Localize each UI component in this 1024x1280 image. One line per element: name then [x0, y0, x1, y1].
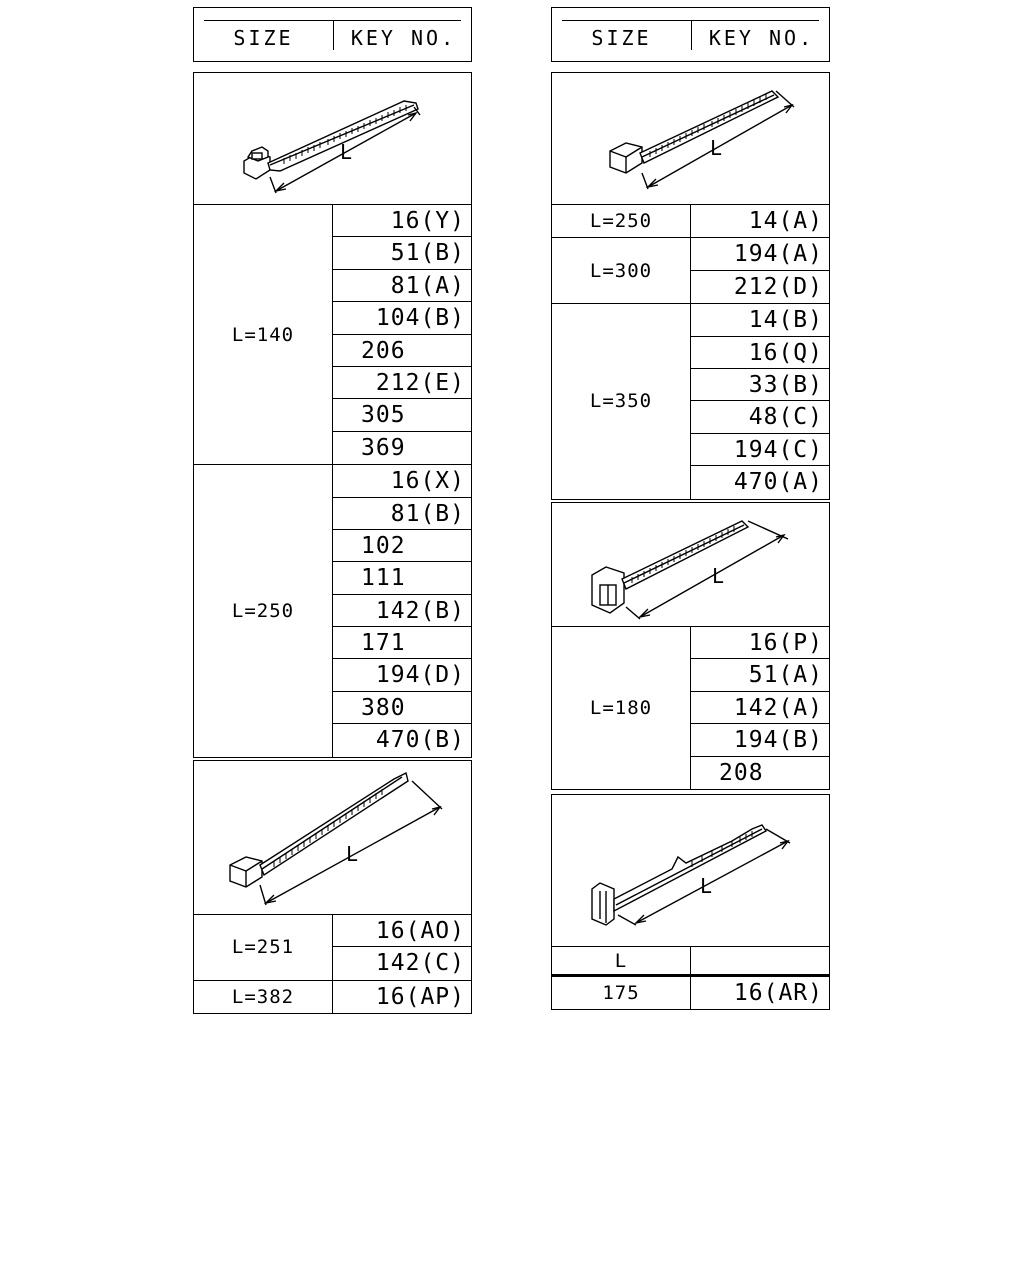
cable-tie-illustration-5	[552, 795, 829, 947]
size-header: SIZE	[591, 26, 652, 50]
key-number: 16(AP)	[375, 983, 465, 1010]
key-number: 212(E)	[333, 367, 471, 399]
key-number: 171	[333, 627, 471, 659]
key-number: 102	[333, 530, 471, 562]
size-value: L=250	[194, 465, 333, 757]
key-number: 305	[333, 399, 471, 431]
size-group	[552, 205, 829, 238]
right-column	[551, 7, 830, 1006]
cable-tie-block-3	[551, 72, 830, 500]
size-group	[194, 915, 471, 981]
size-group	[552, 304, 829, 498]
cable-tie-illustration-3	[552, 73, 829, 205]
svg-text:L: L	[340, 140, 353, 164]
size-group	[552, 238, 829, 304]
size-value: L=250	[552, 205, 691, 237]
key-number: 16(Q)	[691, 337, 829, 369]
svg-text:L: L	[346, 842, 359, 866]
svg-text:L: L	[710, 136, 723, 160]
key-no-header: KEY NO.	[708, 26, 815, 50]
key-number: 14(A)	[748, 208, 823, 234]
cable-tie-illustration-4	[552, 503, 829, 627]
key-no-header: KEY NO.	[350, 26, 457, 50]
key-number: 48(C)	[691, 401, 829, 433]
key-number: 81(B)	[333, 498, 471, 530]
key-number: 16(AO)	[333, 915, 471, 947]
key-number: 470(B)	[375, 727, 465, 754]
key-number: 194(D)	[333, 659, 471, 691]
key-number: 111	[333, 562, 471, 594]
size-value: 175	[552, 977, 691, 1009]
key-number: 208	[719, 759, 764, 786]
cable-tie-block-1	[193, 72, 472, 758]
size-group	[194, 981, 471, 1013]
key-number: 206	[333, 335, 471, 367]
key-number: 212(D)	[733, 273, 823, 300]
cable-tie-block-2	[193, 760, 472, 1014]
right-table-header	[551, 7, 830, 62]
size-value: L=300	[552, 238, 691, 303]
size-value: L=140	[194, 205, 333, 464]
size-value: L=382	[194, 981, 333, 1013]
size-group	[194, 465, 471, 757]
key-number: 81(A)	[333, 270, 471, 302]
key-number: 380	[333, 692, 471, 724]
size-header: SIZE	[233, 26, 294, 50]
cable-tie-drawing	[552, 503, 828, 627]
key-number: 194(A)	[691, 238, 829, 270]
left-table-header	[193, 7, 472, 62]
size-group	[552, 627, 829, 789]
key-number: 51(A)	[691, 659, 829, 691]
table-subheader	[552, 947, 829, 977]
key-number: 16(P)	[691, 627, 829, 659]
key-number: 142(A)	[691, 692, 829, 724]
key-number: 194(B)	[691, 724, 829, 756]
size-value: L=350	[552, 304, 691, 498]
cable-tie-block-4	[551, 502, 830, 790]
svg-text:L: L	[712, 564, 725, 588]
cable-tie-drawing	[194, 73, 470, 205]
key-number: 51(B)	[333, 237, 471, 269]
key-number: 33(B)	[691, 369, 829, 401]
cable-tie-block-5	[551, 794, 830, 1010]
size-value: L=251	[194, 915, 333, 980]
key-number: 16(X)	[333, 465, 471, 497]
key-number: 470(A)	[733, 469, 823, 496]
size-group	[552, 977, 829, 1009]
size-value: L=180	[552, 627, 691, 789]
svg-text:L: L	[700, 874, 713, 898]
cable-tie-drawing	[552, 795, 828, 947]
key-number: 369	[361, 434, 406, 461]
l-column-header: L	[552, 947, 691, 974]
key-number: 142(B)	[333, 595, 471, 627]
key-number: 142(C)	[375, 950, 465, 977]
cable-tie-illustration-1	[194, 73, 471, 205]
key-number: 194(C)	[691, 434, 829, 466]
cable-tie-drawing	[552, 73, 828, 205]
size-group	[194, 205, 471, 465]
cable-tie-drawing	[194, 761, 470, 915]
key-number: 14(B)	[691, 304, 829, 336]
cable-tie-illustration-2	[194, 761, 471, 915]
key-number: 104(B)	[333, 302, 471, 334]
key-number: 16(AR)	[733, 980, 823, 1006]
left-column	[193, 7, 472, 1010]
key-number: 16(Y)	[333, 205, 471, 237]
